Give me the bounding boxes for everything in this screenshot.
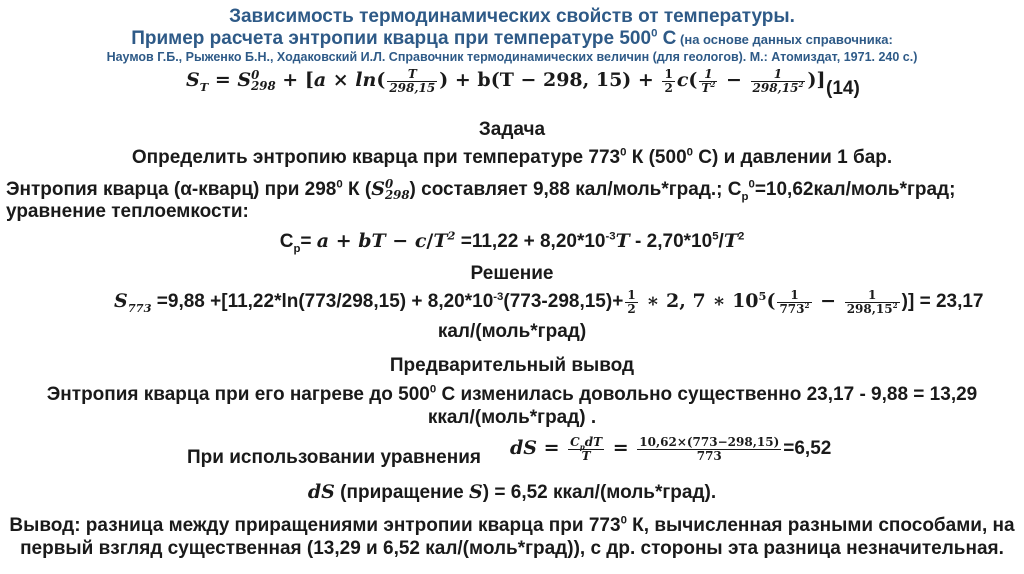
- conclusion-line2-text: первый взгляд существенная (13,29 и 6,52 кал/(моль*град)), с др. стороны эта разница незначительная.: [20, 538, 1004, 559]
- cp-num-d: 2: [737, 230, 745, 243]
- equation-use-label: [187, 447, 481, 469]
- entropy-line2-text: уравнение теплоемкости:: [6, 201, 249, 222]
- eq: =: [537, 437, 567, 460]
- ds: dS: [510, 437, 538, 460]
- task-heading: [0, 119, 1024, 141]
- increment-text-b: ) = 6,52 ккал/(моль*град).: [482, 482, 717, 503]
- formula-frac-1-298: [751, 68, 806, 94]
- degree-sup: 0: [620, 514, 627, 527]
- formula-eq: =: [208, 69, 238, 92]
- formula-frac-T: [387, 68, 437, 94]
- solution-result: )] = 23,17: [901, 291, 984, 313]
- frac-den-text: 773: [779, 301, 805, 316]
- cp-equation: [0, 230, 1024, 253]
- solution-open: (: [766, 290, 776, 313]
- prelim-text-b: С изменилась довольно существенно 23,17 - 9,88 = 13,29: [436, 384, 978, 405]
- title-text: Зависимость термодинамических свойств от температуры.: [229, 6, 795, 27]
- formula-number-text: (14): [826, 78, 860, 99]
- formula-frac-1T2: [699, 68, 717, 94]
- entropy-s: S: [371, 178, 385, 200]
- frac-den: T: [581, 448, 591, 463]
- solution-heading-text: Решение: [470, 263, 554, 284]
- cp-sub: p: [293, 242, 301, 255]
- cp-num-T2: T: [723, 230, 738, 252]
- cp-num-c: /: [718, 231, 724, 252]
- solution-text-b: (773-298,15)+: [503, 291, 624, 313]
- formula-bracket: + [: [275, 69, 314, 92]
- result: =6,52: [783, 438, 832, 460]
- increment-s: S: [469, 481, 483, 503]
- frac-den: [699, 79, 717, 95]
- entropy-text-c: ) составляет 9,88 кал/моль*град.; C: [409, 179, 742, 200]
- degree-sup: 0: [651, 27, 658, 40]
- degree-sup: 0: [686, 146, 693, 159]
- cp-num-T: T: [615, 230, 630, 252]
- eq2: =: [606, 437, 636, 460]
- solution-half: [625, 289, 637, 315]
- frac-num: 1: [699, 68, 717, 82]
- cp-c: C: [279, 231, 294, 252]
- solution-frac-298: [845, 289, 900, 315]
- frac-num: 1: [751, 68, 806, 82]
- entropy-text-a: Энтропия кварца (α-кварц) при 298: [6, 179, 337, 200]
- cp-c: C: [570, 435, 580, 449]
- task-text-b: К (500: [626, 147, 687, 168]
- formula-close: )]: [807, 69, 826, 92]
- cp-T: T: [433, 230, 448, 252]
- frac-num: 1: [845, 289, 900, 303]
- frac-den-text: 298,15: [846, 301, 893, 316]
- solution-units-text: кал/(моль*град): [437, 321, 587, 342]
- formula-14: $S_T = S$ 0 298 + [a × ln( $\frac{T}{298,15}$ ) + b(T − 298, 15) + $\frac{1}{2}$ c( $\frac{1}{T^2}$ − $\frac{1}{298,15^2}$ )]: [186, 67, 826, 95]
- conclusion-line-2: [0, 538, 1024, 560]
- s-sub: 298: [384, 187, 410, 202]
- entropy-text-d: =10,62кал/моль*град;: [754, 179, 956, 200]
- formula-paren: (: [688, 69, 698, 92]
- formula-ln: ln: [355, 69, 377, 92]
- solution-exp: -3: [493, 290, 504, 303]
- source-text: Наумов Г.Б., Рыженко Б.Н., Ходаковский И.Л. Справочник термодинамических величин (для геологов). М.: Атомиздат, 1971. 240 с.): [106, 50, 918, 64]
- entropy-line-1: [6, 178, 1020, 201]
- frac-den-sup: 2: [710, 79, 716, 89]
- frac-cpdT-T: [568, 436, 604, 462]
- frac-den: 773: [696, 448, 722, 463]
- frac-den: 2: [664, 80, 673, 95]
- degree-sup: 0: [336, 178, 343, 191]
- task-text-c: С) и давлении 1 бар.: [692, 147, 893, 168]
- frac-den: [777, 300, 811, 316]
- degree-sup: 0: [429, 383, 437, 396]
- formula-times: ×: [326, 69, 356, 92]
- frac-den: 298,15: [389, 80, 436, 95]
- source-line: [0, 50, 1024, 64]
- frac-den: [845, 300, 900, 316]
- frac-num: 1: [664, 67, 673, 81]
- solution-minus: −: [813, 290, 843, 313]
- cp-a: a: [316, 230, 330, 252]
- frac-den-sup: 2: [892, 300, 898, 310]
- frac-den: [751, 79, 806, 95]
- formula-lhs-sub: T: [199, 79, 209, 94]
- solution-ten: 10: [732, 290, 759, 313]
- ds2: dS: [307, 481, 335, 503]
- cp-exp2: 5: [712, 230, 719, 243]
- increment-line: [0, 481, 1024, 504]
- frac-num: [568, 436, 604, 450]
- solution-ten-sup: 5: [758, 288, 767, 303]
- prelim-line-1: [0, 384, 1024, 406]
- frac-num: 1: [627, 288, 636, 302]
- solution-s: S: [114, 290, 128, 313]
- formula-c: c: [676, 69, 689, 92]
- equation-use-label-text: При использовании уравнения: [187, 447, 481, 468]
- conclusion-text-b: К, вычисленная разными способами, на: [626, 515, 1015, 536]
- cp-sub: p: [741, 190, 749, 203]
- frac-den-text: T: [701, 80, 711, 95]
- increment-text-a: (приращение: [334, 482, 470, 503]
- conclusion-line-1: [0, 515, 1024, 537]
- formula-b-term: + b(T − 298, 15) +: [448, 69, 661, 92]
- solution-units: [0, 321, 1024, 343]
- entropy-line-2: [6, 201, 1024, 223]
- solution-formula: [114, 289, 984, 315]
- prelim-heading-text: Предварительный вывод: [389, 355, 635, 376]
- subtitle-unit: С: [657, 28, 677, 49]
- cp-exp1: -3: [605, 230, 616, 243]
- entropy-text-b: К (: [342, 179, 372, 200]
- formula-s: S: [237, 69, 252, 92]
- dT: dT: [584, 435, 603, 449]
- cp-sub: p: [579, 442, 585, 452]
- solution-heading: [0, 263, 1024, 285]
- frac-den-sup: 2: [798, 79, 804, 89]
- solution-mul: ∗ 2, 7 ∗: [639, 290, 733, 313]
- frac-numeric: [637, 436, 781, 462]
- cp-T-sup: 2: [447, 228, 456, 243]
- title-line-1: [0, 6, 1024, 28]
- s-sup: 0: [384, 176, 394, 191]
- formula-number: [826, 78, 860, 100]
- task-text-a: Определить энтропию кварца при температуре 773: [131, 147, 621, 168]
- entropy-s-indices: [384, 176, 410, 202]
- cp-num-b: - 2,70*10: [629, 231, 713, 252]
- solution-s-sub: 773: [127, 300, 152, 315]
- cp-num-a: =11,22 + 8,20*10: [455, 231, 606, 252]
- cp-bT: bT: [358, 230, 386, 252]
- task-statement: [0, 147, 1024, 169]
- conclusion-text-a: Вывод: разница между приращениями энтропии кварца при 773: [9, 515, 621, 536]
- degree-sup: 0: [620, 146, 627, 159]
- solution-frac-773: [777, 289, 811, 315]
- subtitle-note: (на основе данных справочника:: [676, 32, 893, 47]
- title-line-2: [0, 28, 1024, 50]
- prelim-line-2: [0, 407, 1024, 429]
- cp-minus: −: [385, 230, 415, 252]
- prelim-text-c: ккал/(моль*град) .: [427, 407, 597, 428]
- frac-den: 2: [627, 301, 636, 316]
- task-heading-text: Задача: [478, 119, 546, 140]
- cp-c-coef: c: [414, 230, 427, 252]
- frac-num: 10,62×(773−298,15): [639, 435, 780, 449]
- frac-den-sup: 2: [804, 300, 810, 310]
- equation-use-formula: [510, 436, 831, 462]
- prelim-text-a: Энтропия кварца при его нагреве до 500: [46, 384, 430, 405]
- prelim-heading: [0, 355, 1024, 377]
- solution-text-a: =9,88 +[11,22*ln(773/298,15) + 8,20*10: [151, 291, 494, 313]
- cp-slash: /: [426, 230, 434, 252]
- formula-s-sup: 0: [251, 67, 260, 82]
- formula-s-sub: 298: [251, 79, 276, 94]
- subtitle-text: Пример расчета энтропии кварца при температуре 500: [131, 28, 652, 49]
- formula-s-indices: [251, 67, 276, 94]
- formula-half: [662, 68, 674, 94]
- cp-plus: +: [329, 230, 359, 252]
- frac-den-text: 298,15: [752, 80, 799, 95]
- frac-num: T: [387, 68, 437, 82]
- cp-sup: 0: [748, 178, 755, 191]
- cp-eq: =: [300, 231, 317, 252]
- frac-num: 1: [777, 289, 811, 303]
- formula-minus: −: [719, 69, 749, 92]
- formula-a: a: [313, 69, 327, 92]
- formula-lhs: S: [186, 69, 200, 92]
